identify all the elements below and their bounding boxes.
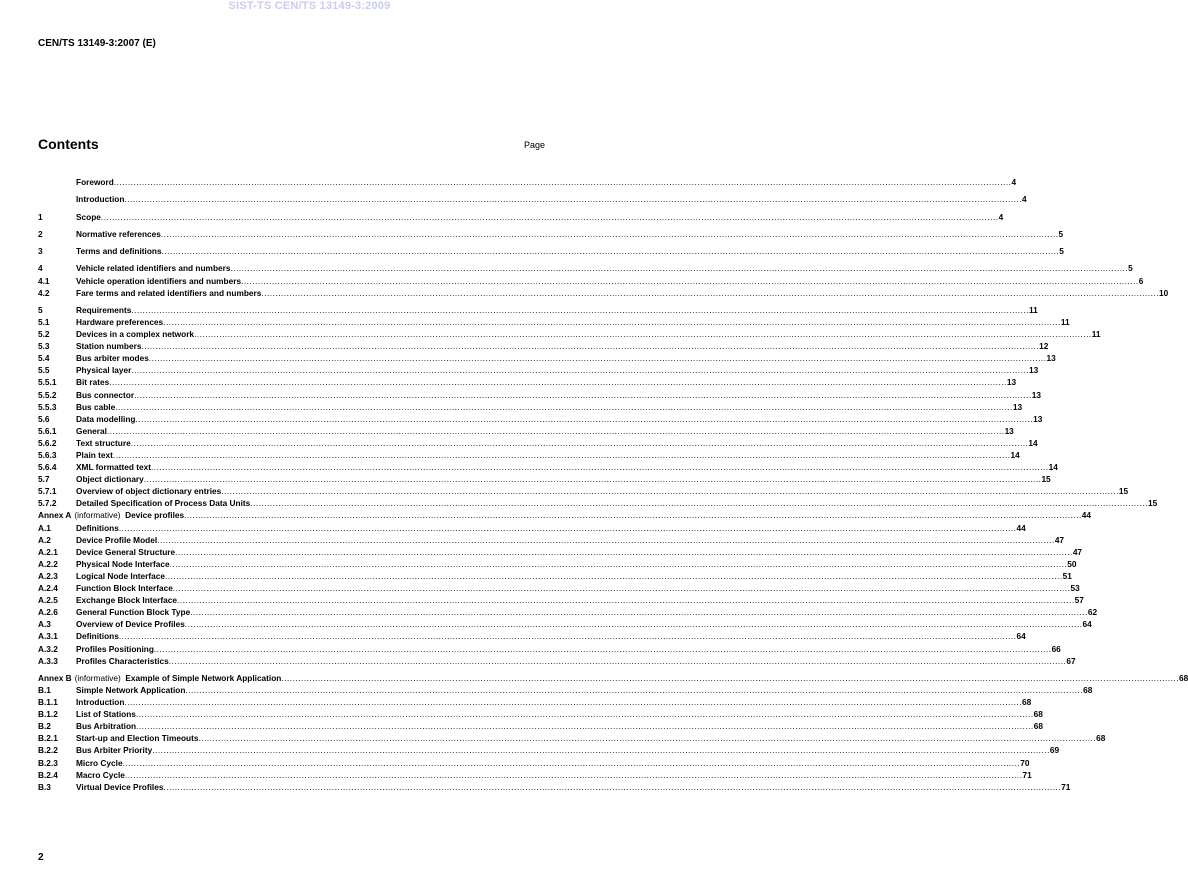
- toc-entry-title-wrap: [76, 413, 135, 425]
- toc-entry-title: Fare terms and related identifiers and numbers: [76, 287, 262, 298]
- toc-entry[interactable]: [38, 582, 1080, 594]
- toc-entry[interactable]: [38, 461, 1058, 473]
- toc-entry-number: 5.4: [38, 353, 50, 364]
- toc-leader-dots: [136, 720, 1034, 732]
- toc-entry-page: 13: [1029, 365, 1039, 376]
- toc-entry-title: Vehicle operation identifiers and numbers: [76, 275, 242, 286]
- toc-leader-dots: [163, 316, 1061, 328]
- toc-entry-title-wrap: [76, 461, 151, 473]
- toc-entry-title: Exchange Block Interface: [76, 595, 177, 606]
- toc-entry-title: Vehicle related identifiers and numbers: [76, 263, 231, 274]
- toc-entry-title-wrap: [76, 352, 149, 364]
- toc-entry-page: 13: [1046, 353, 1056, 364]
- toc-entry[interactable]: [38, 228, 1064, 240]
- toc-entry-title: Device Profile Model: [76, 534, 158, 545]
- toc-entry-number: 2: [38, 228, 43, 239]
- contents-heading: Contents: [38, 136, 99, 152]
- toc-leader-dots: [154, 643, 1052, 655]
- toc-leader-dots: [173, 582, 1071, 594]
- toc-entry-title: Normative references: [76, 228, 161, 239]
- toc-entry-number: B.1: [38, 684, 51, 695]
- toc-entry-number: A.3: [38, 619, 51, 630]
- toc-entry-page: 51: [1062, 570, 1072, 581]
- toc-entry-title-wrap: [76, 376, 109, 388]
- page-number: 2: [38, 852, 44, 863]
- toc-entry[interactable]: [38, 558, 1077, 570]
- toc-entry-title-wrap: [76, 228, 161, 240]
- toc-entry-title-wrap: [75, 672, 282, 684]
- toc-entry-title-wrap: [76, 720, 136, 732]
- toc-entry[interactable]: [38, 364, 1039, 376]
- toc-leader-dots: [184, 509, 1082, 521]
- toc-leader-dots: [119, 522, 1017, 534]
- toc-entry-title: Requirements: [76, 304, 132, 315]
- toc-leader-dots: [149, 352, 1047, 364]
- toc-entry-title: Physical Node Interface: [76, 558, 170, 569]
- toc-entry-title-wrap: [76, 211, 101, 223]
- toc-entry-title: Bus arbiter modes: [76, 353, 149, 364]
- toc-entry-page: 11: [1028, 304, 1038, 315]
- toc-entry-page: 68: [1083, 684, 1093, 695]
- toc-entry-title: Devices in a complex network: [76, 329, 195, 340]
- toc-entry-number: 5.5: [38, 365, 50, 376]
- toc-entry[interactable]: [38, 720, 1043, 732]
- toc-entry-number: A.2.3: [38, 570, 58, 581]
- toc-leader-dots: [135, 413, 1033, 425]
- toc-entry[interactable]: [38, 287, 1169, 299]
- toc-entry[interactable]: [38, 546, 1083, 558]
- toc-entry-title-wrap: [76, 245, 162, 257]
- toc-entry-number: 5.1: [38, 316, 50, 327]
- toc-entry-page: 53: [1070, 583, 1080, 594]
- toc-entry-title: List of Stations: [76, 709, 136, 720]
- toc-entry-number: A.2.1: [38, 546, 58, 557]
- toc-entry-title-wrap: [76, 437, 131, 449]
- toc-entry-number: 5.2: [38, 329, 50, 340]
- toc-entry-page: 67: [1066, 655, 1076, 666]
- toc-entry-page: 6: [1138, 275, 1144, 286]
- toc-entry-page: 68: [1096, 733, 1106, 744]
- toc-entry-title: Function Block Interface: [76, 583, 173, 594]
- toc-leader-dots: [114, 176, 1012, 188]
- toc-entry-number: B.2.2: [38, 745, 58, 756]
- toc-entry-title: Bit rates: [76, 377, 110, 388]
- toc-entry[interactable]: [38, 757, 1030, 769]
- toc-entry-title-wrap: [76, 757, 123, 769]
- toc-leader-dots: [185, 684, 1083, 696]
- toc-entry[interactable]: [38, 769, 1032, 781]
- toc-entry-title: Foreword: [76, 177, 114, 187]
- toc-entry-title-wrap: [76, 485, 221, 497]
- toc-leader-dots: [107, 425, 1005, 437]
- toc-entry-number: 5.6.1: [38, 425, 57, 436]
- toc-leader-dots: [185, 618, 1083, 630]
- toc-entry-number: 5.7: [38, 474, 50, 485]
- toc-entry[interactable]: [38, 401, 1023, 413]
- toc-entry[interactable]: [38, 497, 1158, 509]
- toc-entry-number: Annex B: [38, 672, 72, 683]
- toc-entry-title-wrap: [76, 558, 170, 570]
- toc-entry-title: Start-up and Election Timeouts: [76, 733, 199, 744]
- toc-entry-page: 13: [1004, 425, 1014, 436]
- toc-entry-title-wrap: [76, 522, 119, 534]
- toc-leader-dots: [230, 262, 1128, 274]
- toc-entry-title-wrap: [76, 497, 250, 509]
- toc-entry-title-wrap: [76, 389, 134, 401]
- toc-entry[interactable]: [38, 643, 1061, 655]
- toc-leader-dots: [131, 437, 1029, 449]
- toc-entry-title: XML formatted text: [76, 462, 151, 473]
- toc-entry[interactable]: [38, 211, 1004, 223]
- toc-leader-dots: [165, 570, 1063, 582]
- toc-entry-title: Detailed Specification of Process Data Units: [76, 498, 251, 509]
- toc-entry-number: Annex A: [38, 510, 72, 521]
- toc-entry[interactable]: [38, 376, 1017, 388]
- toc-entry[interactable]: [38, 534, 1065, 546]
- toc-entry-page: 4: [1022, 194, 1027, 205]
- toc-entry[interactable]: [38, 176, 1017, 188]
- toc-entry-page: 57: [1074, 595, 1084, 606]
- toc-entry-number: B.1.1: [38, 697, 58, 708]
- toc-entry-title: Object dictionary: [76, 474, 144, 485]
- toc-entry-title-wrap: [76, 425, 107, 437]
- toc-entry-page: 14: [1048, 462, 1058, 473]
- toc-entry-title: Definitions: [76, 631, 119, 642]
- toc-leader-dots: [125, 769, 1023, 781]
- toc-leader-dots: [177, 594, 1075, 606]
- toc-entry[interactable]: [38, 275, 1144, 287]
- toc-entry-title-wrap: [76, 287, 261, 299]
- toc-entry-number: 5.6: [38, 413, 50, 424]
- toc-entry-page: 71: [1061, 781, 1071, 792]
- toc-entry-title: Scope: [76, 211, 101, 222]
- toc-entry-number: 5.6.4: [38, 462, 57, 473]
- toc-entry[interactable]: [38, 696, 1032, 708]
- toc-entry-page: 13: [1031, 389, 1041, 400]
- toc-entry-title: Bus connector: [76, 389, 135, 400]
- toc-entry-title-wrap: [76, 594, 177, 606]
- toc-entry-number: A.2: [38, 534, 51, 545]
- toc-entry-title-wrap: [76, 570, 165, 582]
- toc-entry-title-wrap: [76, 546, 175, 558]
- toc-entry-title-wrap: [76, 193, 124, 205]
- toc-leader-dots: [123, 757, 1021, 769]
- toc-entry-page: 69: [1049, 745, 1060, 756]
- toc-entry-title: Example of Simple Network Application: [125, 672, 282, 683]
- toc-leader-dots: [281, 672, 1179, 684]
- toc-entry[interactable]: [38, 352, 1056, 364]
- toc-leader-dots: [190, 606, 1088, 618]
- toc-leader-dots: [141, 340, 1039, 352]
- toc-entry[interactable]: [38, 193, 1027, 205]
- toc-entry-number: 4.2: [38, 287, 50, 298]
- toc-entry-page: 66: [1051, 643, 1061, 654]
- toc-entry-title: Introduction: [76, 194, 125, 205]
- toc-entry-page: 11: [1060, 316, 1070, 327]
- toc-entry-page: 47: [1072, 546, 1083, 557]
- toc-entry[interactable]: [38, 744, 1060, 756]
- toc-entry-title-wrap: [76, 275, 241, 287]
- toc-entry-title: Hardware preferences: [76, 316, 164, 327]
- toc-entry-title: Device General Structure: [76, 546, 176, 557]
- toc-entry-number: A.3.3: [38, 655, 58, 666]
- annex-informative-note: (informative): [74, 510, 121, 521]
- toc-entry[interactable]: [38, 316, 1070, 328]
- toc-entry-page: 4: [1011, 177, 1017, 187]
- toc-entry-number: 5.5.2: [38, 389, 57, 400]
- toc-entry-title-wrap: [76, 328, 194, 340]
- toc-entry-title-wrap: [76, 340, 141, 352]
- toc-entry-title-wrap: [76, 781, 163, 793]
- toc-entry-title: General: [76, 425, 107, 436]
- toc-entry-title-wrap: [76, 449, 113, 461]
- toc-leader-dots: [151, 461, 1049, 473]
- toc-entry-title: Introduction: [76, 697, 125, 708]
- toc-leader-dots: [157, 534, 1055, 546]
- toc-entry[interactable]: [38, 340, 1049, 352]
- toc-entry[interactable]: [38, 655, 1076, 667]
- toc-entry-number: B.2: [38, 721, 51, 732]
- toc-leader-dots: [175, 546, 1073, 558]
- toc-entry-page: 68: [1033, 721, 1043, 732]
- toc-entry-title: Data modelling: [76, 413, 136, 424]
- toc-leader-dots: [124, 193, 1022, 205]
- toc-leader-dots: [162, 245, 1060, 257]
- toc-entry-title: Bus cable: [76, 401, 116, 412]
- toc-entry[interactable]: [38, 437, 1038, 449]
- toc-entry-number: 1: [38, 211, 43, 222]
- toc-leader-dots: [131, 304, 1029, 316]
- toc-entry-page: 50: [1067, 558, 1077, 569]
- toc-entry[interactable]: [38, 425, 1014, 437]
- toc-entry-title: General Function Block Type: [76, 607, 191, 618]
- toc-leader-dots: [170, 558, 1068, 570]
- toc-entry-page: 13: [1012, 401, 1023, 412]
- toc-leader-dots: [163, 781, 1061, 793]
- toc-entry-title-wrap: [76, 732, 198, 744]
- toc-entry-title: Simple Network Application: [76, 684, 186, 695]
- toc-entry-page: 14: [1028, 437, 1038, 448]
- toc-entry-number: A.2.2: [38, 558, 58, 569]
- toc-entry-page: 68: [1033, 709, 1043, 720]
- toc-entry-number: 4.1: [38, 275, 50, 286]
- toc-entry-number: B.2.4: [38, 769, 58, 780]
- toc-entry-page: 5: [1128, 263, 1133, 274]
- toc-entry-title: Definitions: [76, 522, 119, 533]
- toc-entry-title-wrap: [76, 176, 114, 188]
- toc-entry-number: A.2.6: [38, 607, 58, 618]
- toc-entry[interactable]: [38, 522, 1026, 534]
- toc-entry-title-wrap: [76, 534, 157, 546]
- toc-entry-title-wrap: [76, 606, 190, 618]
- toc-entry-number: 5.5.3: [38, 401, 57, 412]
- toc-entry-page: 68: [1022, 697, 1032, 708]
- toc-entry-number: 5.7.2: [38, 498, 57, 509]
- toc-entry-title: Micro Cycle: [76, 757, 123, 768]
- toc-entry-title-wrap: [76, 618, 185, 630]
- toc-entry-title-wrap: [76, 643, 154, 655]
- toc-entry[interactable]: [38, 732, 1106, 744]
- toc-entry[interactable]: [38, 570, 1072, 582]
- toc-entry[interactable]: [38, 708, 1043, 720]
- toc-entry[interactable]: [38, 304, 1038, 316]
- toc-entry-title-wrap: [76, 473, 144, 485]
- toc-leader-dots: [124, 696, 1022, 708]
- toc-entry[interactable]: [38, 449, 1020, 461]
- toc-entry-title: Bus Arbitration: [76, 721, 137, 732]
- toc-entry-title: Overview of object dictionary entries: [76, 486, 222, 497]
- toc-entry-page: 62: [1087, 607, 1098, 618]
- toc-entry[interactable]: [38, 473, 1051, 485]
- toc-entry-page: 47: [1054, 534, 1065, 545]
- toc-entry-page: 4: [998, 211, 1004, 222]
- toc-leader-dots: [131, 364, 1029, 376]
- toc-entry-page: 70: [1020, 757, 1030, 768]
- watermark: SIST-TS CEN/TS 13149-3:2009: [228, 0, 391, 12]
- toc-leader-dots: [169, 655, 1067, 667]
- toc-entry-number: 5.6.3: [38, 450, 57, 460]
- toc-leader-dots: [194, 328, 1092, 340]
- toc-entry[interactable]: [38, 245, 1064, 257]
- toc-entry-title: Macro Cycle: [76, 769, 125, 780]
- toc-entry-page: 13: [1006, 377, 1017, 388]
- toc-entry[interactable]: [38, 262, 1133, 274]
- toc-entry[interactable]: [38, 781, 1071, 793]
- toc-entry-number: A.2.5: [38, 595, 58, 606]
- toc-entry-page: 68: [1179, 672, 1188, 683]
- toc-entry[interactable]: [38, 485, 1129, 497]
- toc-entry[interactable]: [38, 509, 1092, 521]
- toc-entry-title: Station numbers: [76, 341, 142, 352]
- toc-entry-page: 10: [1159, 287, 1169, 298]
- toc-entry-title-wrap: [76, 364, 131, 376]
- toc-leader-dots: [119, 630, 1017, 642]
- table-of-contents: [38, 176, 1188, 793]
- toc-entry-number: B.2.3: [38, 757, 58, 768]
- toc-entry-title-wrap: [76, 684, 185, 696]
- toc-entry-title-wrap: [76, 630, 119, 642]
- toc-entry[interactable]: [38, 606, 1098, 618]
- toc-entry-title-wrap: [76, 708, 136, 720]
- toc-entry-title-wrap: [76, 696, 124, 708]
- toc-entry-page: 71: [1022, 769, 1032, 780]
- toc-entry-number: 5.7.1: [38, 486, 57, 497]
- toc-entry-page: 15: [1147, 498, 1158, 509]
- toc-entry-number: A.2.4: [38, 583, 58, 594]
- toc-entry-title: Physical layer: [76, 365, 132, 376]
- toc-entry-title: Terms and definitions: [76, 246, 162, 257]
- toc-entry[interactable]: [38, 672, 1188, 684]
- toc-entry-page: 44: [1081, 510, 1092, 521]
- toc-entry-page: 64: [1016, 631, 1026, 642]
- toc-entry[interactable]: [38, 389, 1041, 401]
- document-id: CEN/TS 13149-3:2007 (E): [38, 38, 156, 49]
- toc-leader-dots: [221, 485, 1119, 497]
- toc-entry-page: 5: [1059, 246, 1064, 257]
- annex-informative-note: (informative): [74, 672, 121, 683]
- toc-entry-title: Overview of Device Profiles: [76, 619, 185, 630]
- toc-entry-number: 3: [38, 246, 43, 257]
- toc-entry-number: 4: [38, 263, 43, 274]
- toc-leader-dots: [113, 449, 1011, 461]
- toc-leader-dots: [109, 376, 1007, 388]
- toc-entry-title-wrap: [76, 401, 115, 413]
- toc-entry-title: Profiles Characteristics: [76, 655, 169, 666]
- toc-leader-dots: [136, 708, 1034, 720]
- toc-entry-page: 64: [1082, 619, 1092, 630]
- toc-entry-page: 15: [1118, 486, 1129, 497]
- toc-entry-title-wrap: [76, 262, 230, 274]
- toc-entry-page: 15: [1041, 474, 1051, 485]
- toc-entry-title: Profiles Positioning: [76, 643, 154, 654]
- toc-leader-dots: [134, 389, 1032, 401]
- toc-entry-number: A.3.2: [38, 643, 58, 654]
- toc-entry-title-wrap: [76, 769, 125, 781]
- toc-leader-dots: [241, 275, 1139, 287]
- toc-leader-dots: [198, 732, 1096, 744]
- toc-entry-page: 14: [1010, 450, 1020, 460]
- toc-entry-page: 12: [1039, 341, 1049, 352]
- toc-entry[interactable]: [38, 630, 1026, 642]
- toc-entry-title-wrap: [74, 509, 184, 521]
- toc-leader-dots: [250, 497, 1148, 509]
- toc-entry[interactable]: [38, 618, 1092, 630]
- page-column-label: Page: [523, 140, 545, 150]
- toc-entry-page: 11: [1091, 329, 1101, 340]
- toc-entry-page: 5: [1058, 228, 1064, 239]
- toc-entry-page: 44: [1016, 522, 1026, 533]
- toc-entry-number: B.3: [38, 781, 51, 792]
- toc-entry-number: 5.5.1: [38, 377, 57, 388]
- toc-entry-number: 5.6.2: [38, 437, 57, 448]
- toc-entry-number: B.2.1: [38, 733, 58, 744]
- toc-entry-title: Logical Node Interface: [76, 570, 165, 581]
- toc-entry[interactable]: [38, 328, 1101, 340]
- toc-entry[interactable]: [38, 413, 1043, 425]
- toc-entry-title-wrap: [76, 744, 152, 756]
- toc-entry-number: A.3.1: [38, 631, 58, 642]
- toc-leader-dots: [261, 287, 1159, 299]
- toc-entry-title-wrap: [76, 304, 131, 316]
- toc-leader-dots: [161, 228, 1059, 240]
- toc-entry-title: Bus Arbiter Priority: [76, 745, 153, 756]
- toc-entry-title: Device profiles: [125, 510, 185, 521]
- toc-entry-number: B.1.2: [38, 709, 58, 720]
- toc-entry-number: 5: [38, 304, 43, 315]
- toc-entry-title-wrap: [76, 582, 173, 594]
- toc-entry-number: A.1: [38, 522, 51, 533]
- toc-entry[interactable]: [38, 684, 1093, 696]
- toc-leader-dots: [101, 211, 999, 223]
- toc-entry-title-wrap: [76, 316, 163, 328]
- toc-entry-title: Text structure: [76, 437, 131, 448]
- toc-entry[interactable]: [38, 594, 1084, 606]
- toc-entry-title: Plain text: [76, 450, 113, 460]
- toc-entry-number: 5.3: [38, 341, 50, 352]
- toc-leader-dots: [144, 473, 1042, 485]
- toc-leader-dots: [115, 401, 1013, 413]
- toc-entry-title: Virtual Device Profiles: [76, 781, 164, 792]
- toc-entry-title-wrap: [76, 655, 169, 667]
- toc-entry-page: 13: [1033, 413, 1043, 424]
- toc-leader-dots: [152, 744, 1050, 756]
